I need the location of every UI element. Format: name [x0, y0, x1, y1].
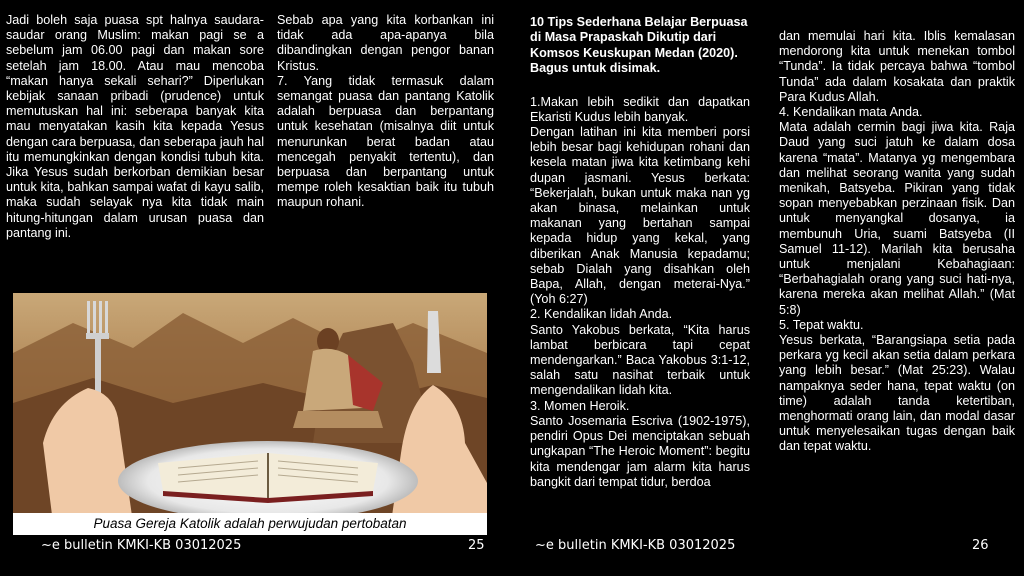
paragraph: dan memulai hari kita. Iblis kemalasan mendorong kita untuk menekan tombol “Tunda”. Ia tidak percaya bahwa “tombol Tunda” ada dalam kosakata dan praktik Para Kudus Allah.	[779, 29, 1015, 104]
paragraph: 7. Yang tidak termasuk dalam semangat puasa dan pantang Katolik adalah berpuasa dan berpantang untuk kesehatan (misalnya diit untuk menurunkan berat badan atau mencegah penyakit tertentu), dan berpuasa dan berpantang untuk mempe roleh kesaktian baik itu tubuh maupun rohani.	[277, 73, 494, 210]
fasting-illustration	[13, 293, 487, 535]
tip-title: 5. Tepat waktu.	[779, 317, 864, 332]
figure-caption: Puasa Gereja Katolik adalah perwujudan pertobatan	[13, 513, 487, 535]
page-number-left: 25	[468, 538, 485, 553]
left-page-column-2	[277, 13, 494, 211]
paragraph: Dengan latihan ini kita memberi porsi lebih besar bagi kehidupan rohani dan kesela matan jiwa kita ketimbang kehi dupan jasmani. Yesus berkata: “Bekerjalah, bukan untuk maka nan yg akan binasa, melainkan untuk makanan yang bertahan sampai kepada hidup yang kekal, yang diberikan Anak Manusia kepadamu; sebab Dialah yang disahkan oleh Bapa, Allah, dengan meterai-Nya.” (Yoh 6:27)	[530, 125, 750, 307]
tip-title: 4. Kendalikan mata Anda.	[779, 105, 923, 120]
page-number-right: 26	[972, 538, 989, 553]
tip-title: 3. Momen Heroik.	[530, 398, 630, 413]
right-page-column-1	[530, 15, 750, 490]
paragraph: Mata adalah cermin bagi jiwa kita. Raja Daud yang suci jatuh ke dalam dosa karena “mata”. Matanya yg mengembara dan melihat seorang wanita yang sudah menikah, Batsyeba. Pikiran yang tidak sopan menyebabkan perzinaan fisik. Dan untuk menyangkal dosanya, ia membunuh Uria, suami Batsyeba (II Samuel 11-12). Marilah kita berusaha untuk menjalani Kebahagiaan: “Berbahagialah orang yang suci hati-nya, karena mereka akan melihat Allah.” (Mat 5:8)	[779, 120, 1015, 317]
paragraph: Santo Josemaria Escriva (1902-1975), pendiri Opus Dei menciptakan sebuah ungkapan “The Heroic Moment”: begitu kita mendengar jam alarm kita harus bangkit dari tempat tidur, berdoa	[530, 413, 750, 489]
paragraph: Santo Yakobus berkata, “Kita harus lambat berbicara tapi cepat mendengarkan.” Baca Yakobus 3:1-12, salah satu nasihat terbaik untuk mengendalikan lidah kita.	[530, 322, 750, 398]
left-page-column-1	[6, 13, 264, 241]
footer-bulletin-right: ~e bulletin KMKI-KB 03012025	[535, 538, 736, 553]
tip-title: 2. Kendalikan lidah Anda.	[530, 307, 673, 322]
illustration-image	[13, 293, 487, 535]
paragraph: Sebab apa yang kita korbankan ini tidak ada apa-apanya bila dibandingkan dengan pengor banan Kristus.	[277, 13, 494, 73]
footer-bulletin-left: ~e bulletin KMKI-KB 03012025	[41, 538, 242, 553]
paragraph: Yesus berkata, “Barangsiapa setia pada perkara yg kecil akan setia dalam perkara yang lebih besar.” (Mat 25:23). Walau nampaknya seder hana, tepat waktu (on time) adalah tanda ketertiban, menghormati orang lain, dan modal dasar untuk menyelesaikan tugas dengan baik dan tepat waktu.	[779, 333, 1015, 454]
article-heading: 10 Tips Sederhana Belajar Berpuasa di Masa Prapaskah Dikutip dari Komsos Keuskupan Medan (2020). Bagus untuk disimak.	[530, 15, 748, 76]
right-page-column-2	[779, 29, 1015, 455]
tip-title: 1.Makan lebih sedikit dan dapatkan Ekaristi Kudus lebih banyak.	[530, 94, 750, 124]
paragraph: Jadi boleh saja puasa spt halnya saudara-saudar orang Muslim: makan pagi se a sebelum jam 06.00 pagi dan makan sore setelah jam 18.00. Atau mau mencoba “makan hanya sekali sehari?” Diperlukan kebijak sanaan pribadi (prudence) untuk memutuskan hal ini: seberapa banyak kita mau menyatakan kasih kita kepada Yesus dengan cara berpuasa, dan seberapa jauh hal itu memungkinkan dengan kondisi tubuh kita. Jika Yesus sudah berkorban demikian besar untuk kita, bahkan sampai wafat di kayu salib, maka sudah selayak nya kita tidak main hitung-hitungan dalam urusan puasa dan pantang ini.	[6, 13, 264, 240]
